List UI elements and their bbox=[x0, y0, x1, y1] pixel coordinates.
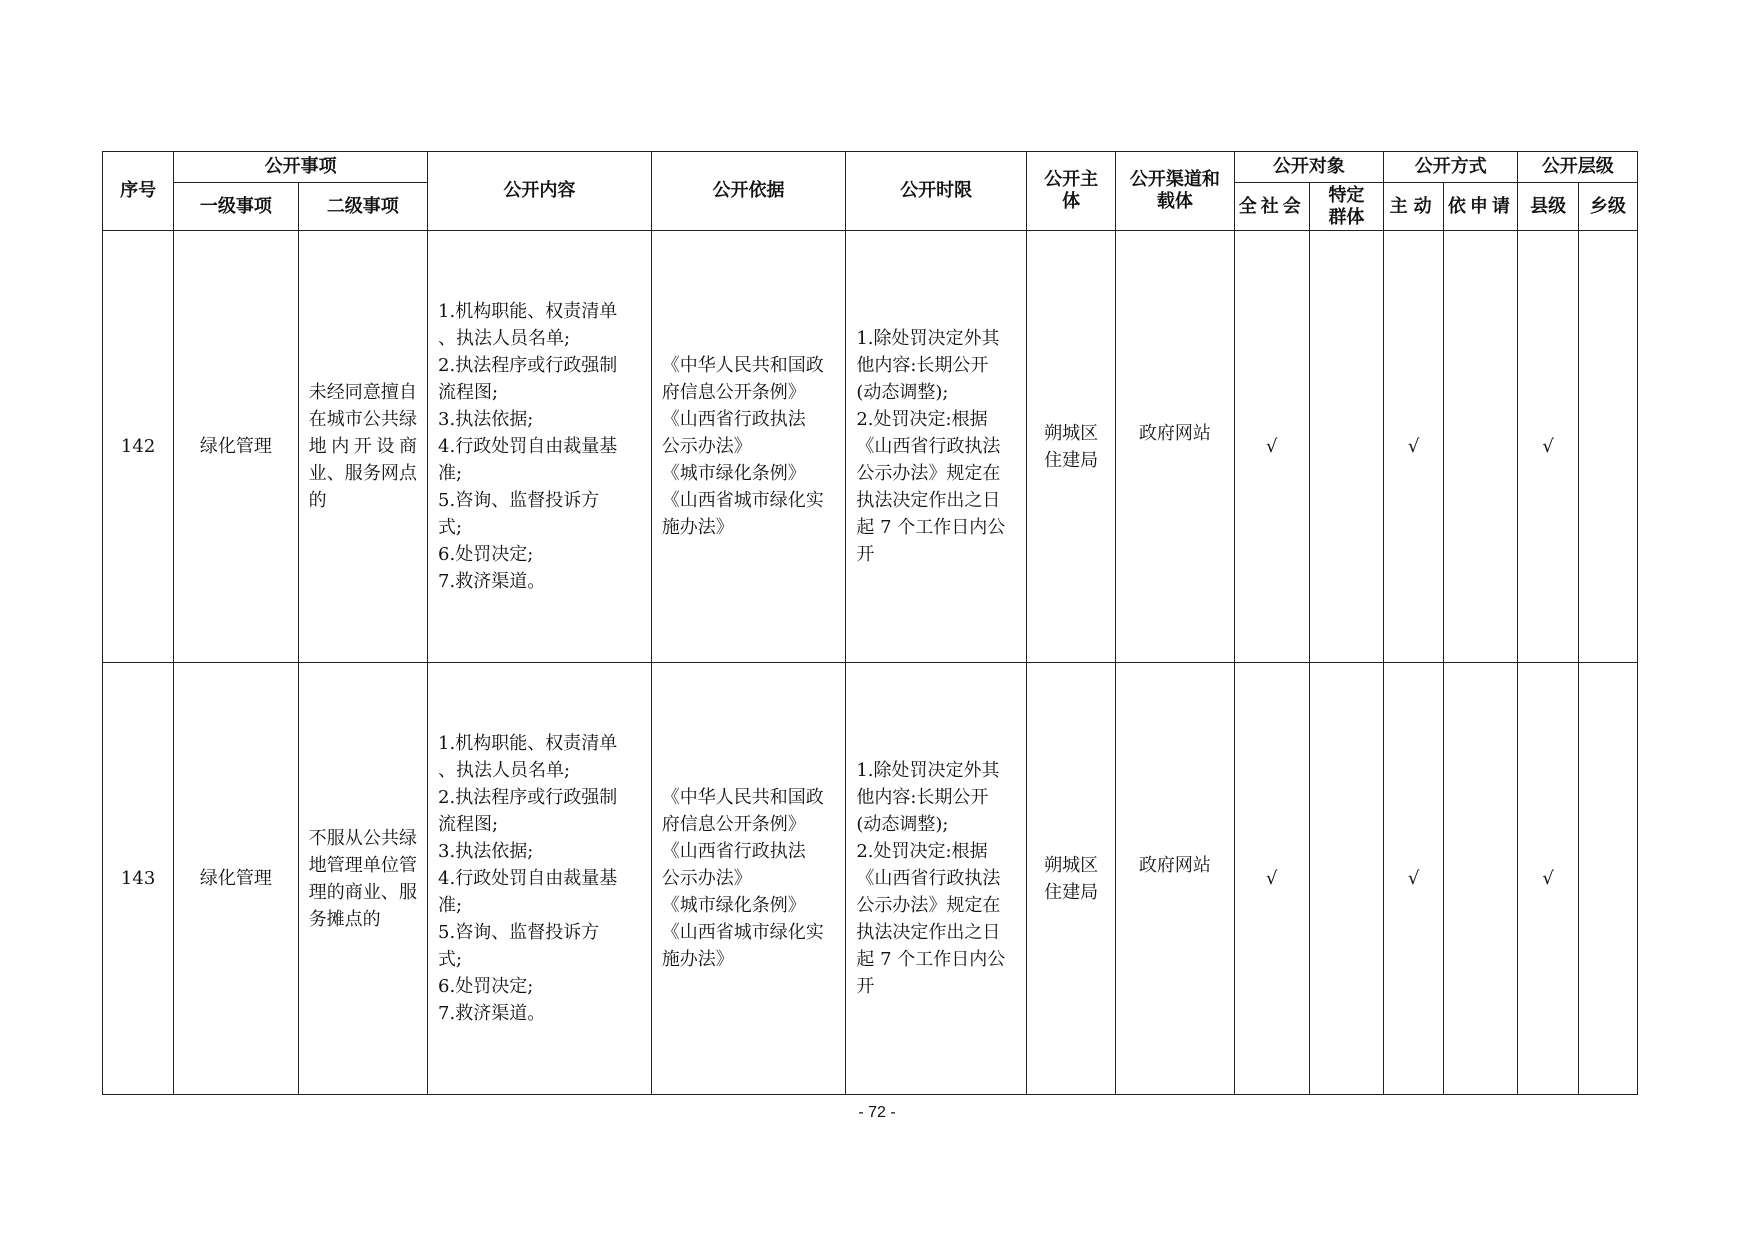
cell-time-limit-line: 他内容:长期公开 bbox=[856, 787, 989, 808]
header-method-apply: 依申请 bbox=[1444, 183, 1518, 231]
cell-basis bbox=[651, 663, 846, 1095]
cell-method-active: √ bbox=[1384, 663, 1444, 1095]
header-level-group: 公开层级 bbox=[1518, 152, 1638, 183]
cell-channel: 政府网站 bbox=[1116, 231, 1234, 663]
table-row bbox=[103, 663, 1638, 1095]
cell-basis-line: 府信息公开条例》 bbox=[661, 382, 806, 403]
cell-content bbox=[428, 231, 652, 663]
cell-target-specific bbox=[1309, 663, 1383, 1095]
cell-basis-line: 施办法》 bbox=[661, 949, 734, 970]
cell-channel: 政府网站 bbox=[1116, 663, 1234, 1095]
cell-content-line: 准; bbox=[438, 895, 463, 916]
cell-method-apply bbox=[1444, 663, 1518, 1095]
header-level2: 二级事项 bbox=[298, 183, 427, 231]
cell-time-limit-line: 执法决定作出之日 bbox=[856, 922, 1001, 943]
cell-time-limit-line: 起 7 个工作日内公 bbox=[856, 517, 1006, 538]
header-level1: 一级事项 bbox=[174, 183, 298, 231]
cell-target-all: √ bbox=[1234, 231, 1309, 663]
cell-content-line: 式; bbox=[438, 517, 463, 538]
header-target-all: 全社会 bbox=[1234, 183, 1309, 231]
cell-content-line: 3.执法依据; bbox=[438, 841, 534, 862]
page-number: - 72 - bbox=[858, 1104, 896, 1121]
cell-level2: 不服从公共绿地管理单位管理的商业、服务摊点的 bbox=[298, 663, 427, 1095]
cell-subject-line: 朔城区 bbox=[1044, 854, 1099, 876]
cell-time-limit-line: 《山西省行政执法 bbox=[856, 436, 1001, 457]
cell-subject bbox=[1026, 663, 1115, 1095]
cell-content-line: 2.执法程序或行政强制 bbox=[438, 787, 618, 808]
cell-basis-line: 公示办法》 bbox=[661, 436, 752, 457]
cell-time-limit-line: 2.处罚决定:根据 bbox=[856, 841, 988, 862]
header-method-active: 主动 bbox=[1384, 183, 1444, 231]
cell-time-limit-line: 开 bbox=[856, 544, 875, 565]
cell-level-county: √ bbox=[1518, 231, 1578, 663]
cell-level-town bbox=[1578, 231, 1637, 663]
cell-content-line: 、执法人员名单; bbox=[438, 328, 571, 349]
cell-level2: 未经同意擅自在城市公共绿地内开设商业、服务网点的 bbox=[298, 231, 427, 663]
cell-content-line: 准; bbox=[438, 463, 463, 484]
header-items-group: 公开事项 bbox=[174, 152, 428, 183]
cell-time-limit-line: 1.除处罚决定外其 bbox=[856, 760, 1000, 781]
cell-time-limit bbox=[846, 663, 1027, 1095]
cell-content-line: 7.救济渠道。 bbox=[438, 1003, 546, 1024]
cell-seq: 143 bbox=[103, 663, 174, 1095]
cell-content-line: 6.处罚决定; bbox=[438, 976, 534, 997]
cell-content-line: 、执法人员名单; bbox=[438, 760, 571, 781]
header-level-county: 县级 bbox=[1518, 183, 1578, 231]
cell-basis-line: 公示办法》 bbox=[661, 868, 752, 889]
cell-time-limit-line: 他内容:长期公开 bbox=[856, 355, 989, 376]
cell-basis-line: 府信息公开条例》 bbox=[661, 814, 806, 835]
header-channel: 公开渠道和 载体 bbox=[1116, 152, 1234, 231]
cell-basis-line: 《城市绿化条例》 bbox=[661, 463, 806, 484]
cell-basis bbox=[651, 231, 846, 663]
cell-content-line: 3.执法依据; bbox=[438, 409, 534, 430]
cell-method-active: √ bbox=[1384, 231, 1444, 663]
header-content: 公开内容 bbox=[428, 152, 652, 231]
cell-content-line: 5.咨询、监督投诉方 bbox=[438, 490, 600, 511]
cell-content bbox=[428, 663, 652, 1095]
header-time-limit: 公开时限 bbox=[846, 152, 1027, 231]
cell-content-line: 式; bbox=[438, 949, 463, 970]
cell-time-limit-line: (动态调整); bbox=[856, 814, 949, 835]
cell-subject-line: 住建局 bbox=[1044, 881, 1099, 903]
cell-content-line: 1.机构职能、权责清单 bbox=[438, 733, 618, 754]
cell-basis-line: 《中华人民共和国政 bbox=[661, 787, 824, 808]
cell-content-line: 6.处罚决定; bbox=[438, 544, 534, 565]
cell-level1: 绿化管理 bbox=[174, 231, 298, 663]
cell-content-line: 1.机构职能、权责清单 bbox=[438, 301, 618, 322]
header-method-group: 公开方式 bbox=[1384, 152, 1518, 183]
cell-time-limit-line: 公示办法》规定在 bbox=[856, 463, 1001, 484]
header-subject: 公开主 体 bbox=[1026, 152, 1115, 231]
cell-content-line: 流程图; bbox=[438, 814, 499, 835]
cell-time-limit-line: 2.处罚决定:根据 bbox=[856, 409, 988, 430]
cell-target-specific bbox=[1309, 231, 1383, 663]
table-row bbox=[103, 231, 1638, 663]
cell-time-limit-line: 1.除处罚决定外其 bbox=[856, 328, 1000, 349]
cell-basis-line: 《山西省城市绿化实 bbox=[661, 922, 824, 943]
cell-time-limit-line: 《山西省行政执法 bbox=[856, 868, 1001, 889]
disclosure-table bbox=[102, 151, 1638, 1095]
cell-seq: 142 bbox=[103, 231, 174, 663]
cell-target-all: √ bbox=[1234, 663, 1309, 1095]
cell-level1: 绿化管理 bbox=[174, 663, 298, 1095]
cell-time-limit-line: 起 7 个工作日内公 bbox=[856, 949, 1006, 970]
header-target-group: 公开对象 bbox=[1234, 152, 1383, 183]
cell-basis-line: 施办法》 bbox=[661, 517, 734, 538]
cell-level-town bbox=[1578, 663, 1637, 1095]
cell-content-line: 7.救济渠道。 bbox=[438, 571, 546, 592]
header-seq: 序号 bbox=[103, 152, 174, 231]
cell-content-line: 4.行政处罚自由裁量基 bbox=[438, 868, 618, 889]
cell-time-limit-line: 公示办法》规定在 bbox=[856, 895, 1001, 916]
cell-time-limit-line: (动态调整); bbox=[856, 382, 949, 403]
cell-basis-line: 《山西省行政执法 bbox=[661, 409, 806, 430]
cell-subject-line: 朔城区 bbox=[1044, 422, 1099, 444]
cell-basis-line: 《城市绿化条例》 bbox=[661, 895, 806, 916]
cell-time-limit bbox=[846, 231, 1027, 663]
header-target-specific: 特定 群体 bbox=[1309, 183, 1383, 231]
cell-method-apply bbox=[1444, 231, 1518, 663]
cell-time-limit-line: 执法决定作出之日 bbox=[856, 490, 1001, 511]
header-level-town: 乡级 bbox=[1578, 183, 1637, 231]
cell-time-limit-line: 开 bbox=[856, 976, 875, 997]
cell-content-line: 5.咨询、监督投诉方 bbox=[438, 922, 600, 943]
cell-basis-line: 《中华人民共和国政 bbox=[661, 355, 824, 376]
cell-content-line: 4.行政处罚自由裁量基 bbox=[438, 436, 618, 457]
cell-basis-line: 《山西省城市绿化实 bbox=[661, 490, 824, 511]
cell-content-line: 2.执法程序或行政强制 bbox=[438, 355, 618, 376]
cell-subject bbox=[1026, 231, 1115, 663]
cell-level-county: √ bbox=[1518, 663, 1578, 1095]
cell-basis-line: 《山西省行政执法 bbox=[661, 841, 806, 862]
header-basis: 公开依据 bbox=[651, 152, 846, 231]
cell-subject-line: 住建局 bbox=[1044, 449, 1099, 471]
cell-content-line: 流程图; bbox=[438, 382, 499, 403]
